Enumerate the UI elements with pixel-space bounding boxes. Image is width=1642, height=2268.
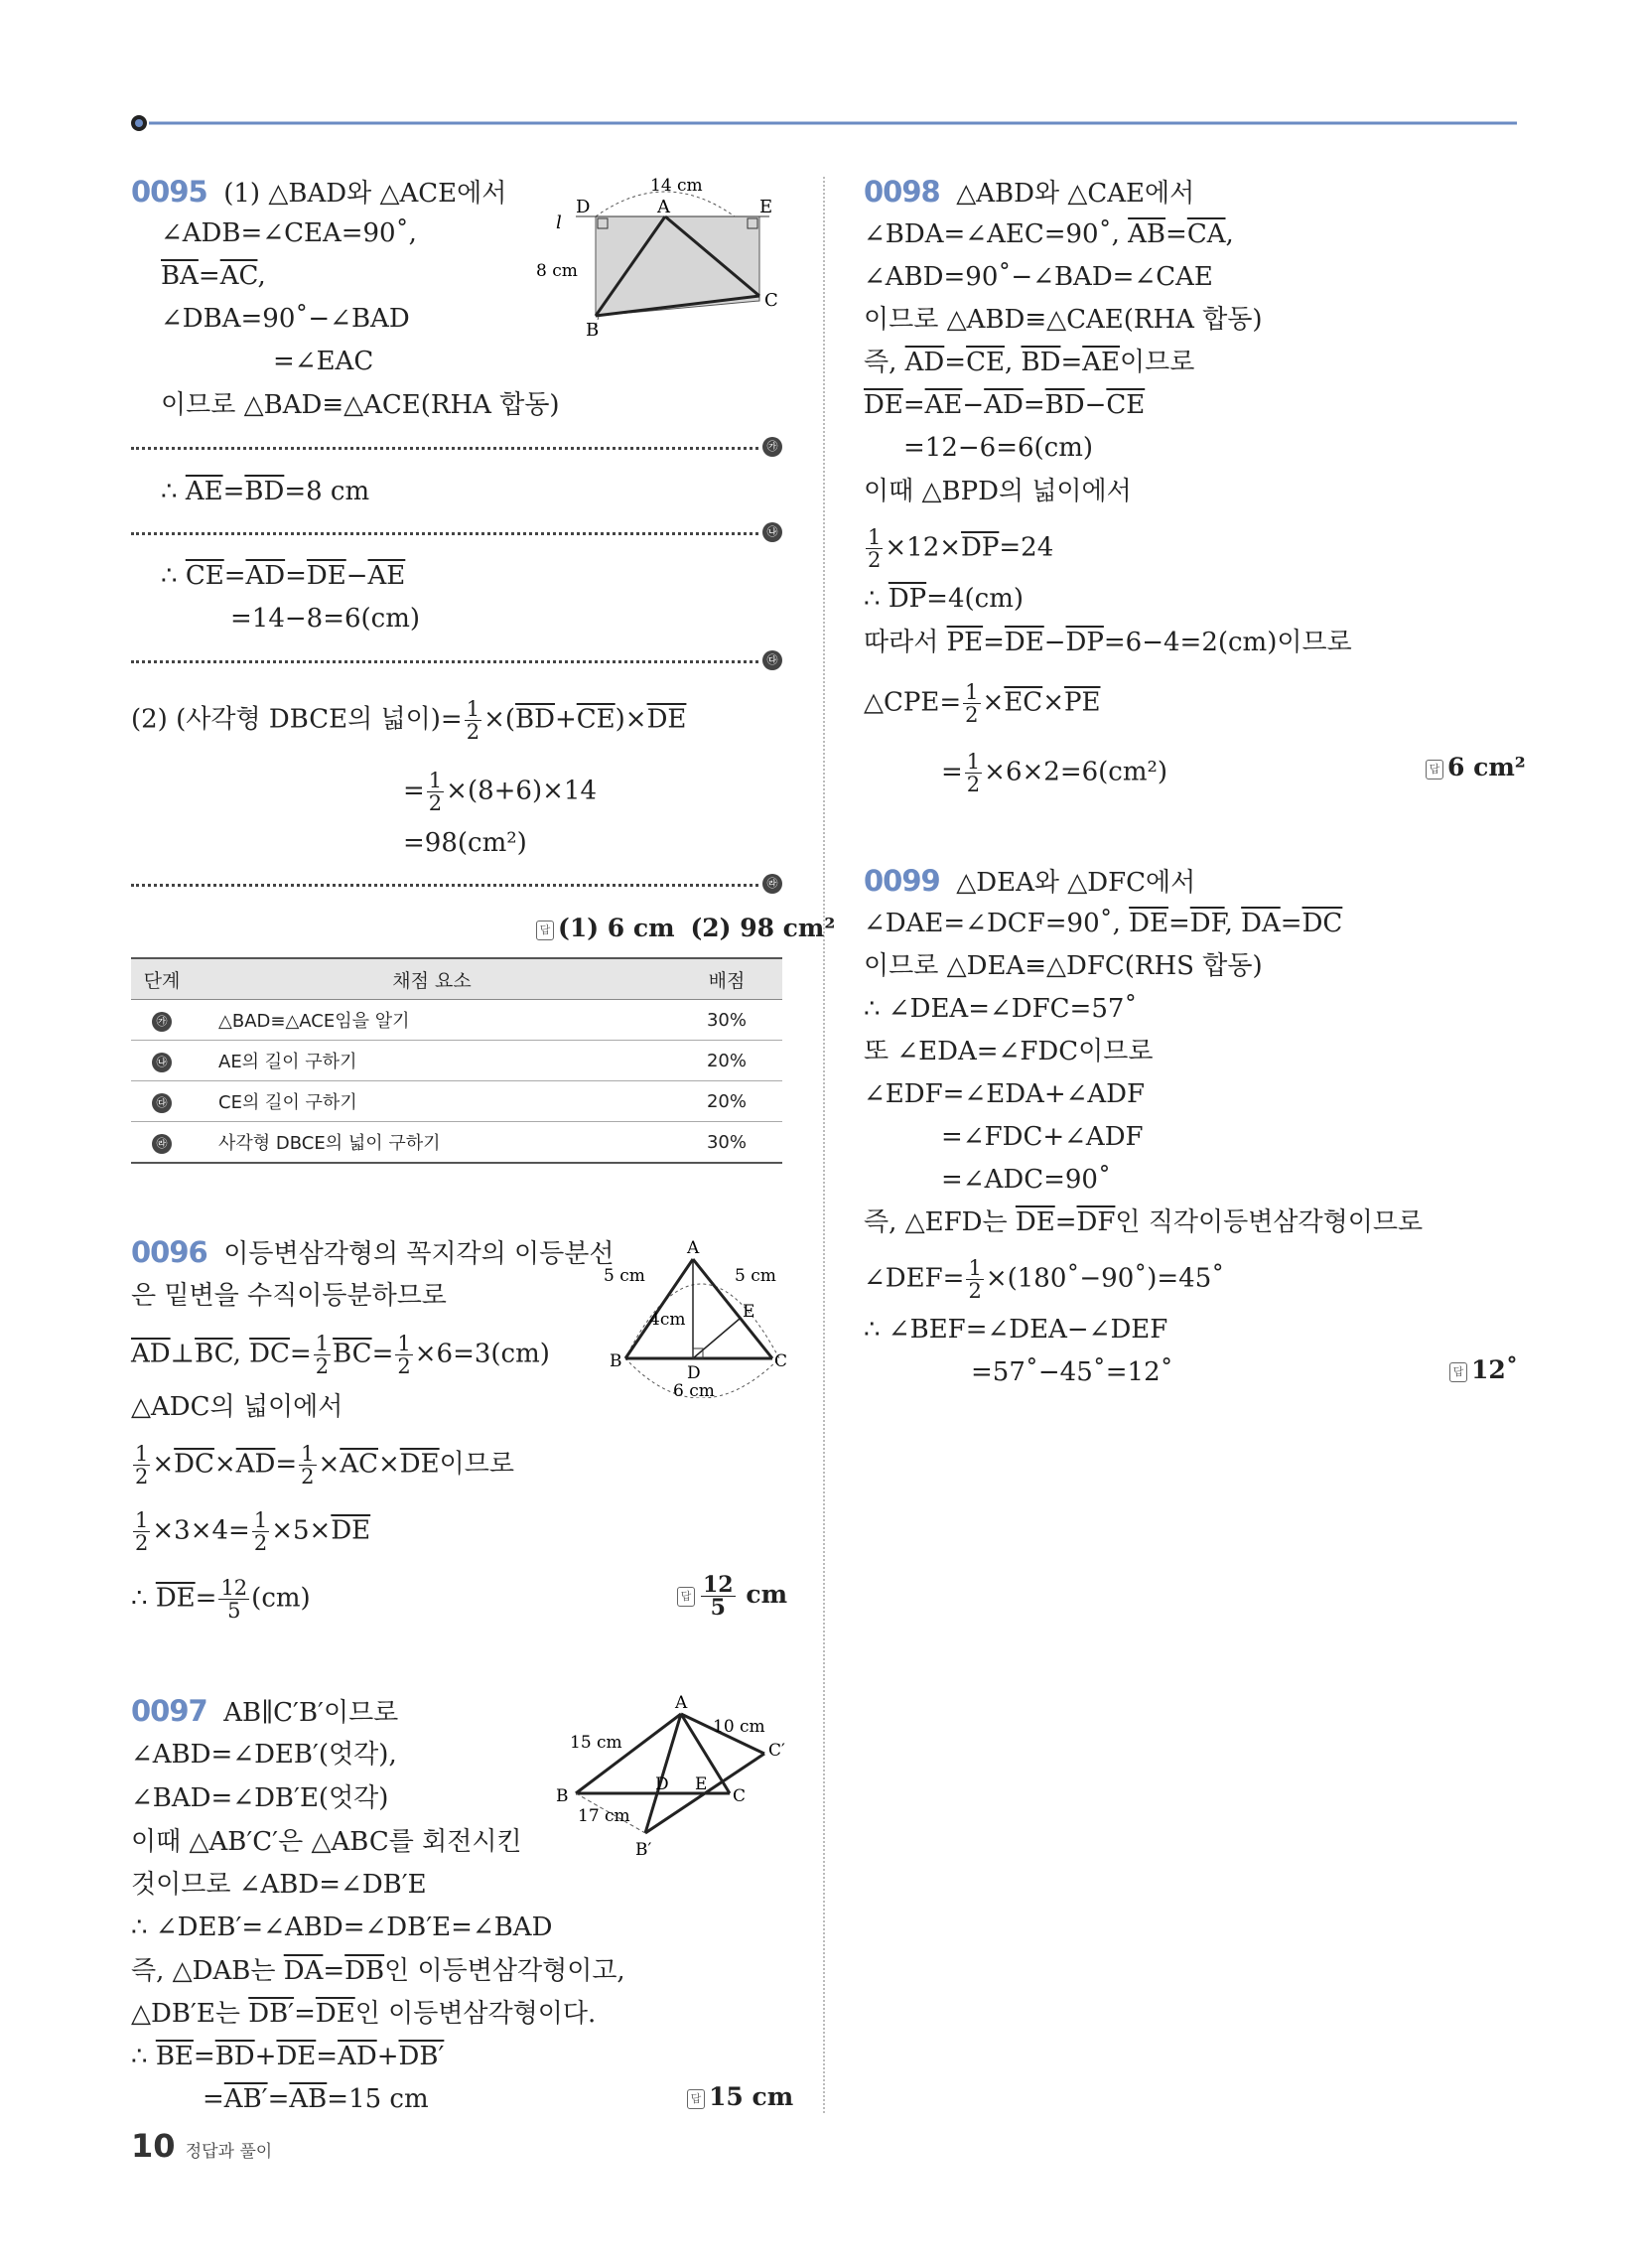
p99-line12: =57˚−45˚=12˚ — [971, 1357, 1173, 1387]
answer-icon: 답 — [1426, 760, 1443, 780]
p97-line6: ∴ ∠DEB′=∠ABD=∠DB′E=∠BAD — [131, 1913, 553, 1942]
step-mark-2: ㉯ — [762, 522, 782, 542]
scoring-table — [131, 957, 782, 1164]
p99-line7: =∠FDC+∠ADF — [941, 1122, 1144, 1152]
step-mark-3: ㉰ — [762, 650, 782, 670]
p98-line6: $\overline{DE}=\overline{AE}-\overline{AD}=\overline{BD}-\overline{CE}$ — [864, 390, 1146, 420]
p97-line8: △DB′E는 $DB'=\overline{DE}$인 이등변삼각형이다. — [131, 1999, 597, 2029]
step-mark-4: ㉱ — [762, 874, 782, 894]
table-row: ㉯ AE의 길이 구하기 20% — [131, 1041, 782, 1081]
fig96-C: C — [774, 1351, 788, 1371]
answer-0096: 답 $\frac{12}{5}$ cm — [677, 1574, 787, 1619]
table-header-step: 단계 — [131, 958, 193, 1000]
step-mark-1: ㉮ — [762, 437, 782, 457]
p95-line4: ∠DBA=90˚−∠BAD — [161, 304, 410, 334]
problem-number-0097: 0097 — [131, 1694, 207, 1728]
p98-line7: =12−6=6(cm) — [903, 433, 1094, 463]
table-row: ㉱ 사각형 DBCE의 넓이 구하기 30% — [131, 1122, 782, 1164]
fig96-h: 4cm — [649, 1310, 686, 1330]
fig97-E: E — [695, 1774, 708, 1794]
figure-0096 — [596, 1239, 804, 1398]
p99-line8: =∠ADC=90˚ — [941, 1165, 1111, 1195]
p95-line6: 이므로 △BAD≡△ACE(RHA 합동) — [161, 390, 560, 420]
fig97-D: D — [655, 1774, 669, 1794]
p97-line9: ∴ $\overline{BE}=\overline{BD}+\overline{DE}=\overline{AD}+DB'$ — [131, 2042, 445, 2071]
p99-line2: ∠DAE=∠DCF=90˚, $\overline{DE}=\overline{DF}$, $\overline{DA}=\overline{DC}$ — [864, 909, 1343, 938]
fig95-E: E — [759, 197, 773, 217]
problem-number-0098: 0098 — [864, 175, 940, 209]
fig97-ac: 10 cm — [713, 1717, 765, 1737]
fig97-Cp: C′ — [768, 1741, 785, 1761]
fig97-bc: 17 cm — [578, 1806, 630, 1826]
footer-label: 정답과 풀이 — [185, 2142, 273, 2162]
p97-line10: $=AB'=\overline{AB}=15$ cm — [203, 2084, 429, 2114]
fig96-E: E — [743, 1302, 755, 1322]
problem-number-0095: 0095 — [131, 175, 207, 209]
p98-line8: 이때 △BPD의 넓이에서 — [864, 477, 1132, 506]
p96-line4: △ADC의 넓이에서 — [131, 1392, 343, 1422]
dotted-divider — [131, 660, 758, 663]
problem-0099-line1: 0099 △DEA와 △DFC에서 — [864, 864, 1196, 898]
p95-line5: =∠EAC — [273, 347, 374, 376]
p97-line4: 이때 △AB′C′은 △ABC를 회전시킨 — [131, 1827, 522, 1857]
p95-step1: ∴ $\overline{AE}=\overline{BD}=8$ cm — [161, 477, 370, 506]
table-header-score: 배점 — [671, 958, 782, 1000]
p95-step2b: =14−8=6(cm) — [230, 604, 421, 634]
problem-0098-line1: 0098 △ABD와 △CAE에서 — [864, 175, 1195, 209]
p98-line11: 따라서 $\overline{PE}=\overline{DE}-\overline{DP}=6-4=2(cm)$이므로 — [864, 628, 1352, 657]
figure-0097 — [556, 1694, 794, 1873]
p95-part2-line2: = $\frac{1}{2}$ ×(8+6)×14 — [403, 769, 597, 815]
p95-part2-line3: =98(cm²) — [403, 828, 527, 858]
problem-number-0096: 0096 — [131, 1235, 207, 1269]
fig96-right: 5 cm — [735, 1266, 776, 1286]
answer-0099: 답 12˚ — [1449, 1355, 1518, 1384]
answer-icon: 답 — [536, 921, 554, 940]
fig95-top: 14 cm — [650, 177, 703, 196]
p97-line2: ∠ABD=∠DEB′(엇각), — [131, 1740, 397, 1770]
answer-icon: 답 — [687, 2089, 705, 2109]
p99-line4: ∴ ∠DEA=∠DFC=57˚ — [864, 994, 1138, 1024]
p98-line13: = $\frac{1}{2}$ ×6×2=6(cm²) — [941, 750, 1168, 796]
problem-0096-line1: 0096 이등변삼각형의 꼭지각의 이등분선 — [131, 1235, 615, 1269]
p95-step2a: ∴ $\overline{CE}=\overline{AD}=\overline{DE}-\overline{AE}$ — [161, 561, 406, 591]
fig96-B: B — [610, 1351, 622, 1371]
answer-0095: 답 (1) 6 cm (2) 98 cm² — [536, 914, 835, 942]
p95-line2: ∠ADB=∠CEA=90˚, — [161, 218, 417, 248]
page-number: 10 — [131, 2127, 176, 2165]
p99-line5: 또 ∠EDA=∠FDC이므로 — [864, 1037, 1154, 1066]
p97-line7: 즉, △DAB는 $\overline{DA}=\overline{DB}$인 이등변삼각형이고, — [131, 1956, 625, 1986]
p98-line5: 즉, $\overline{AD}=\overline{CE}$, $\overline{BD}=\overline{AE}$이므로 — [864, 348, 1195, 377]
fig97-B: B — [556, 1786, 569, 1806]
fig96-A: A — [687, 1239, 700, 1258]
p96-line3: $\overline{AD}\perp\overline{BC}$, $\overline{DC}=$ $\frac{1}{2}$ $\overline{BC}=$ $\frac{1}{2}$ ×6=3(cm) — [131, 1332, 550, 1378]
fig95-D: D — [576, 197, 591, 217]
header-rule — [127, 111, 1517, 135]
table-header-item: 채점 요소 — [193, 958, 671, 1000]
p99-line9: 즉, △EFD는 $\overline{DE}=\overline{DF}$인 직각이등변삼각형이므로 — [864, 1207, 1424, 1237]
fig95-l: l — [556, 213, 562, 233]
fig97-Bp: B′ — [635, 1840, 652, 1860]
p98-line2: ∠BDA=∠AEC=90˚, $\overline{AB}=\overline{CA}$, — [864, 219, 1234, 249]
fig97-C: C — [733, 1786, 747, 1806]
p96-line5: $\frac{1}{2}$ $\times\overline{DC}\times\overline{AD}=$ $\frac{1}{2}$ $\times\overline{AC}\times\overline{DE}$이므로 — [135, 1442, 514, 1488]
p99-line3: 이므로 △DEA≡△DFC(RHS 합동) — [864, 951, 1263, 981]
p98-line9: $\frac{1}{2}$ $\times 12\times\overline{DP}=24$ — [868, 525, 1054, 572]
p95-part2-line1: (2) (사각형 DBCE의 넓이)= $\frac{1}{2}$ $\times(\overline{BD}+\overline{CE})\times\overline{DE}$ — [131, 697, 687, 744]
dotted-divider — [131, 532, 758, 535]
fig97-A: A — [675, 1694, 688, 1713]
p95-line3: $\overline{BA}=\overline{AC}$, — [161, 261, 266, 291]
p97-line5: 것이므로 ∠ABD=∠DB′E — [131, 1870, 427, 1900]
problem-0095-line1: 0095 (1) △BAD와 △ACE에서 — [131, 175, 507, 209]
dotted-divider — [131, 447, 758, 450]
fig96-base: 6 cm — [673, 1381, 715, 1398]
fig95-A: A — [657, 197, 670, 217]
answer-icon: 답 — [677, 1587, 695, 1607]
p96-line2: 은 밑변을 수직이등분하므로 — [131, 1281, 447, 1311]
problem-number-0099: 0099 — [864, 864, 940, 898]
p98-line3: ∠ABD=90˚−∠BAD=∠CAE — [864, 262, 1213, 292]
figure-0095 — [536, 177, 804, 346]
fig96-left: 5 cm — [604, 1266, 645, 1286]
p98-line4: 이므로 △ABD≡△CAE(RHA 합동) — [864, 305, 1263, 335]
answer-0097: 답 15 cm — [687, 2082, 793, 2111]
problem-0097-line1: 0097 AB∥C′B′이므로 — [131, 1694, 399, 1728]
p96-line6: $\frac{1}{2}$ ×3×4= $\frac{1}{2}$ $\times 5\times\overline{DE}$ — [135, 1508, 371, 1555]
fig97-ab: 15 cm — [570, 1733, 622, 1753]
table-row: ㉮ △BAD≡△ACE임을 알기 30% — [131, 1000, 782, 1041]
page-footer — [131, 2127, 272, 2165]
p98-line12: △CPE= $\frac{1}{2}$ $\times\overline{EC}\times\overline{PE}$ — [864, 680, 1101, 727]
p96-line7: ∴ $\overline{DE}=$ $\frac{12}{5}$ (cm) — [131, 1576, 311, 1623]
p99-line6: ∠EDF=∠EDA+∠ADF — [864, 1079, 1146, 1109]
table-row: ㉰ CE의 길이 구하기 20% — [131, 1081, 782, 1122]
column-divider — [823, 177, 825, 2113]
fig96-D: D — [687, 1363, 701, 1383]
answer-0098: 답 6 cm² — [1426, 753, 1526, 781]
fig95-C: C — [764, 290, 778, 311]
fig95-left: 8 cm — [536, 261, 578, 281]
p97-line3: ∠BAD=∠DB′E(엇각) — [131, 1783, 389, 1813]
dotted-divider — [131, 884, 758, 887]
p99-line10: ∠DEF= $\frac{1}{2}$ ×(180˚−90˚)=45˚ — [864, 1256, 1225, 1303]
answer-icon: 답 — [1449, 1362, 1467, 1382]
p99-line11: ∴ ∠BEF=∠DEA−∠DEF — [864, 1315, 1168, 1345]
p98-line10: ∴ $\overline{DP}=4(cm)$ — [864, 584, 1024, 614]
fig95-B: B — [586, 320, 600, 341]
